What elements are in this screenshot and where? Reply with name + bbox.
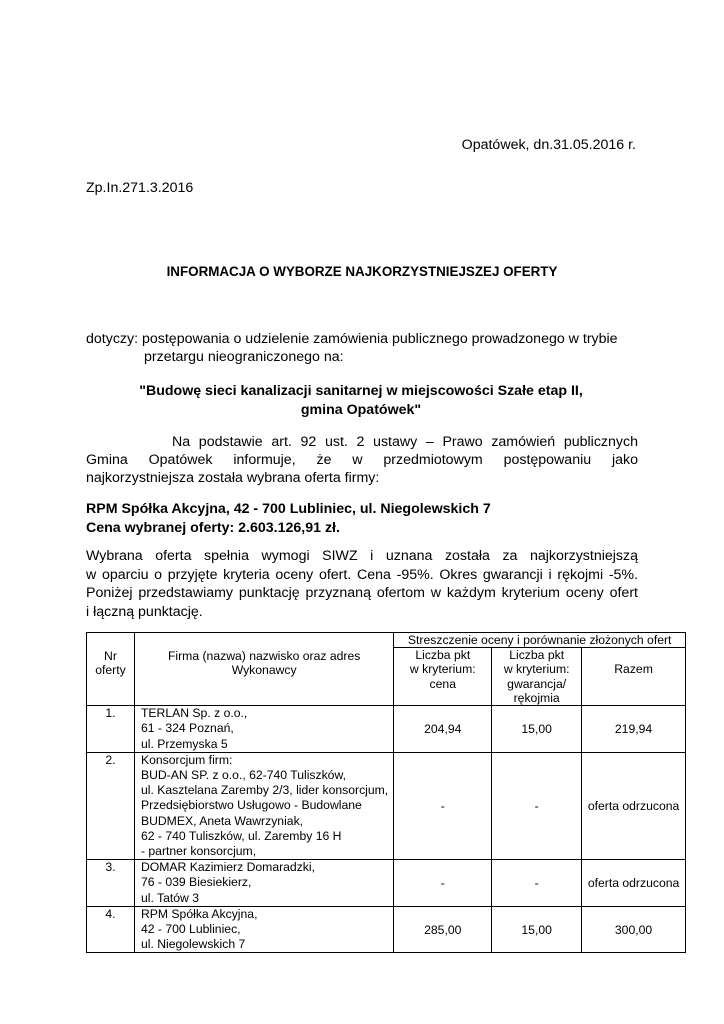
row-nr: 2.: [87, 752, 135, 859]
row-firm: Konsorcjum firm: BUD-AN SP. z o.o., 62-740 Tuliszków, ul. Kasztelana Zaremby 2/3, lider konsorcjum, Przedsiębiorstwo Usługowo - Budowlane BUDMEX, Aneta Wawrzyniak, 62 - 740 Tuliszków, ul. Zaremby 16 H - partner konsorcjum,: [134, 752, 393, 859]
row-warranty-points: 15,00: [492, 906, 582, 953]
project-title-line: "Budowę sieci kanalizacji sanitarnej w miejscowości Szałe etap II,: [139, 383, 583, 399]
table-row: [87, 752, 686, 859]
row-total: oferta odrzucona: [582, 860, 686, 907]
reference-number: Zp.In.271.3.2016: [86, 180, 194, 196]
row-price-points: 285,00: [394, 906, 492, 953]
table-header-row: [87, 633, 686, 648]
row-price-points: -: [394, 860, 492, 907]
project-title: [86, 382, 636, 420]
row-total: oferta odrzucona: [582, 752, 686, 859]
row-nr: 3.: [87, 860, 135, 907]
project-title-line: gmina Opatówek": [300, 402, 422, 418]
winner-company: RPM Spółka Akcyjna, 42 - 700 Lubliniec, ul. Niegolewskich 7: [86, 501, 491, 517]
header-warranty-points: Liczba pkt w kryterium: gwarancja/ rękojmia: [492, 648, 582, 706]
row-total: 300,00: [582, 906, 686, 953]
paragraph-line: Poniżej przedstawiamy punktację przyznaną ofertom w każdym kryterium oceny ofert: [86, 585, 638, 601]
document-title: INFORMACJA O WYBORZE NAJKORZYSTNIEJSZEJ OFERTY: [166, 264, 558, 279]
concerns-line: przetargu nieograniczonego na:: [144, 349, 344, 365]
paragraph-line: w oparciu o przyjęte kryteria oceny ofert. Cena -95%. Okres gwarancji i rękojmi -5%.: [86, 566, 638, 583]
row-price-points: -: [394, 752, 492, 859]
criteria-paragraph: [86, 547, 638, 621]
table-row: [87, 706, 686, 753]
winner-block: [86, 500, 646, 537]
paragraph-line: i łączną punktację.: [86, 603, 203, 620]
row-nr: 1.: [87, 706, 135, 753]
winner-price: Cena wybranej oferty: 2.603.126,91 zł.: [86, 519, 340, 536]
concerns-line: dotyczy: postępowania o udzielenie zamówienia publicznego prowadzonego w trybie: [86, 331, 618, 347]
header-price-points: Liczba pkt w kryterium: cena: [394, 648, 492, 706]
row-total: 219,94: [582, 706, 686, 753]
legal-basis-paragraph: [86, 433, 638, 487]
header-total: Razem: [582, 648, 686, 706]
row-firm: RPM Spółka Akcyjna, 42 - 700 Lubliniec, ul. Niegolewskich 7: [134, 906, 393, 953]
paragraph-line: Na podstawie art. 92 ust. 2 ustawy – Prawo zamówień publicznych: [172, 434, 638, 450]
row-firm: TERLAN Sp. z o.o., 61 - 324 Poznań, ul. Przemyska 5: [134, 706, 393, 753]
concerns-paragraph: [86, 330, 646, 366]
row-warranty-points: -: [492, 752, 582, 859]
offers-table: [86, 632, 686, 953]
row-firm: DOMAR Kazimierz Domaradzki, 76 - 039 Biesiekierz, ul. Tatów 3: [134, 860, 393, 907]
paragraph-line: Gmina Opatówek informuje, że w przedmiotowym postępowaniu jako: [86, 452, 638, 468]
row-price-points: 204,94: [394, 706, 492, 753]
header-summary: Streszczenie oceny i porównanie złożonych ofert: [394, 633, 686, 648]
paragraph-line: Wybrana oferta spełnia wymogi SIWZ i uznana została za najkorzystniejszą: [86, 548, 638, 564]
header-nr: Nr oferty: [87, 633, 135, 706]
paragraph-line: najkorzystniejsza została wybrana oferta firmy:: [86, 470, 380, 486]
header-firm: Firma (nazwa) nazwisko oraz adres Wykonawcy: [134, 633, 393, 706]
table-row: [87, 860, 686, 907]
place-date: Opatówek, dn.31.05.2016 r.: [461, 137, 636, 153]
row-warranty-points: -: [492, 860, 582, 907]
row-nr: 4.: [87, 906, 135, 953]
row-warranty-points: 15,00: [492, 706, 582, 753]
table-row: [87, 906, 686, 953]
